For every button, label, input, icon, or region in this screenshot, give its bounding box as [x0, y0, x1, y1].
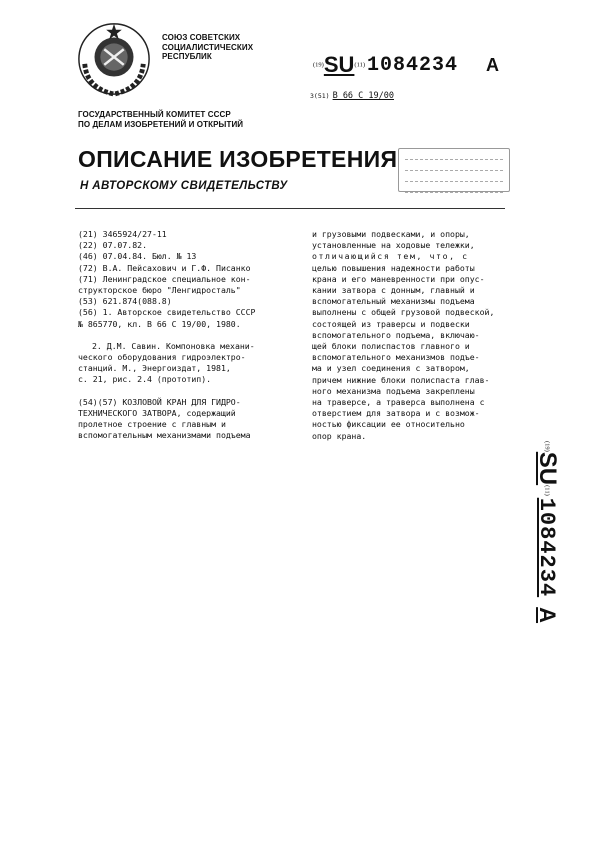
claim-line: целью повышения надежности работы [312, 262, 475, 273]
biblio-line: (71) Ленинградское специальное кон- [78, 273, 251, 284]
biblio-line: (22) 07.07.82. [78, 240, 148, 251]
document-subtitle: Н АВТОРСКОМУ СВИДЕТЕЛЬСТВУ [80, 180, 288, 192]
publication-number [313, 52, 499, 78]
side-country-code: SU [534, 451, 561, 486]
country-code: SU [323, 52, 355, 77]
library-stamp [398, 148, 510, 192]
biblio-line: (72) В.А. Пейсахович и Г.Ф. Писанко [78, 262, 251, 273]
union-name [162, 33, 262, 62]
claim-line: ма и узел соединения с затвором, [312, 363, 470, 374]
committee-name [78, 110, 318, 129]
biblio-line: (46) 07.04.84. Бюл. № 13 [78, 251, 197, 262]
kind-code: A [486, 54, 500, 75]
code-19: (19) [313, 61, 324, 69]
claim-line: и грузовыми подвесками, и опоры, [312, 229, 470, 239]
ipc-value: B 66 C 19/00 [332, 91, 394, 101]
claim-line: установленные на ходовые тележки, [312, 240, 475, 251]
biblio-line: (53) 621.874(088.8) [78, 296, 172, 307]
claim-line: крана и его маневренности при опус- [312, 273, 485, 284]
claim-line: (54)(57) КОЗЛОВОЙ КРАН ДЛЯ ГИДРО- [78, 396, 241, 407]
reference-line: 2. Д.М. Савин. Компоновка механи- [92, 340, 255, 351]
biblio-line: (21) 3465924/27-11 [78, 229, 167, 239]
claim-line: состоящей из траверсы и подвески [312, 318, 470, 329]
union-line: СОЦИАЛИСТИЧЕСКИХ [162, 42, 254, 52]
claim-line: причем нижние блоки полиспаста глав- [312, 374, 490, 385]
claim-line: вспомогательный механизмы подъема [312, 296, 475, 307]
right-column [312, 229, 518, 442]
code-11: (11) [354, 61, 365, 69]
union-line: РЕСПУБЛИК [162, 52, 212, 61]
claim-line: отличающийся тем, что, с [312, 251, 469, 262]
claim-line: выполнены с общей грузовой подвеской, [312, 307, 495, 318]
biblio-line: (56) 1. Авторское свидетельство СССР [78, 307, 256, 318]
claim-line: вспомогательного механизмов подъе- [312, 352, 480, 363]
claim-line: щей блоки полиспастов главного и [312, 341, 470, 352]
side-code-19: (19) [543, 440, 551, 452]
side-kind-code: A [535, 607, 560, 624]
ipc-code: 3(51) [310, 92, 330, 100]
claim-line: ностью фиксации ее относительно [312, 419, 465, 430]
reference-line: станций. М., Энергоиздат, 1981, [78, 363, 231, 374]
reference-line: ческого оборудования гидроэлектро- [78, 352, 246, 363]
union-line: СОЮЗ СОВЕТСКИХ [162, 33, 241, 42]
biblio-line: № 865770, кл. B 66 C 19/00, 1980. [78, 318, 241, 329]
committee-line: ГОСУДАРСТВЕННЫЙ КОМИТЕТ СССР [78, 110, 231, 119]
ipc-classification [310, 91, 394, 101]
claim-line: отверстием для затвора и с возмож- [312, 408, 480, 419]
ussr-emblem-icon [75, 20, 153, 98]
claim-line: вспомогательного подъема, включаю- [312, 329, 480, 340]
header-divider [75, 208, 505, 209]
side-patent-number: 1084234 [534, 497, 560, 598]
claim-line: ного механизма подъема закреплены [312, 385, 475, 396]
side-code-11: (11) [543, 485, 551, 496]
patent-number: 1084234 [367, 53, 459, 77]
left-column [78, 229, 300, 441]
biblio-line: структорское бюро "Ленгидросталь" [78, 285, 241, 296]
claim-line: кании затвора с донным, главный и [312, 285, 475, 296]
claim-line: на траверсе, а траверса выполнена с [312, 397, 485, 408]
claim-line: опор крана. [312, 430, 367, 441]
side-publication-number [527, 412, 567, 652]
claim-line: ТЕХНИЧЕСКОГО ЗАТВОРА, содержащий [78, 407, 236, 418]
committee-line: ПО ДЕЛАМ ИЗОБРЕТЕНИЙ И ОТКРЫТИЙ [78, 119, 244, 129]
reference-line: с. 21, рис. 2.4 (прототип). [78, 374, 212, 385]
document-title: ОПИСАНИЕ ИЗОБРЕТЕНИЯ [78, 146, 398, 172]
claim-line: вспомогательным механизмами подъема [78, 430, 251, 441]
claim-line: пролетное строение с главным и [78, 419, 226, 430]
